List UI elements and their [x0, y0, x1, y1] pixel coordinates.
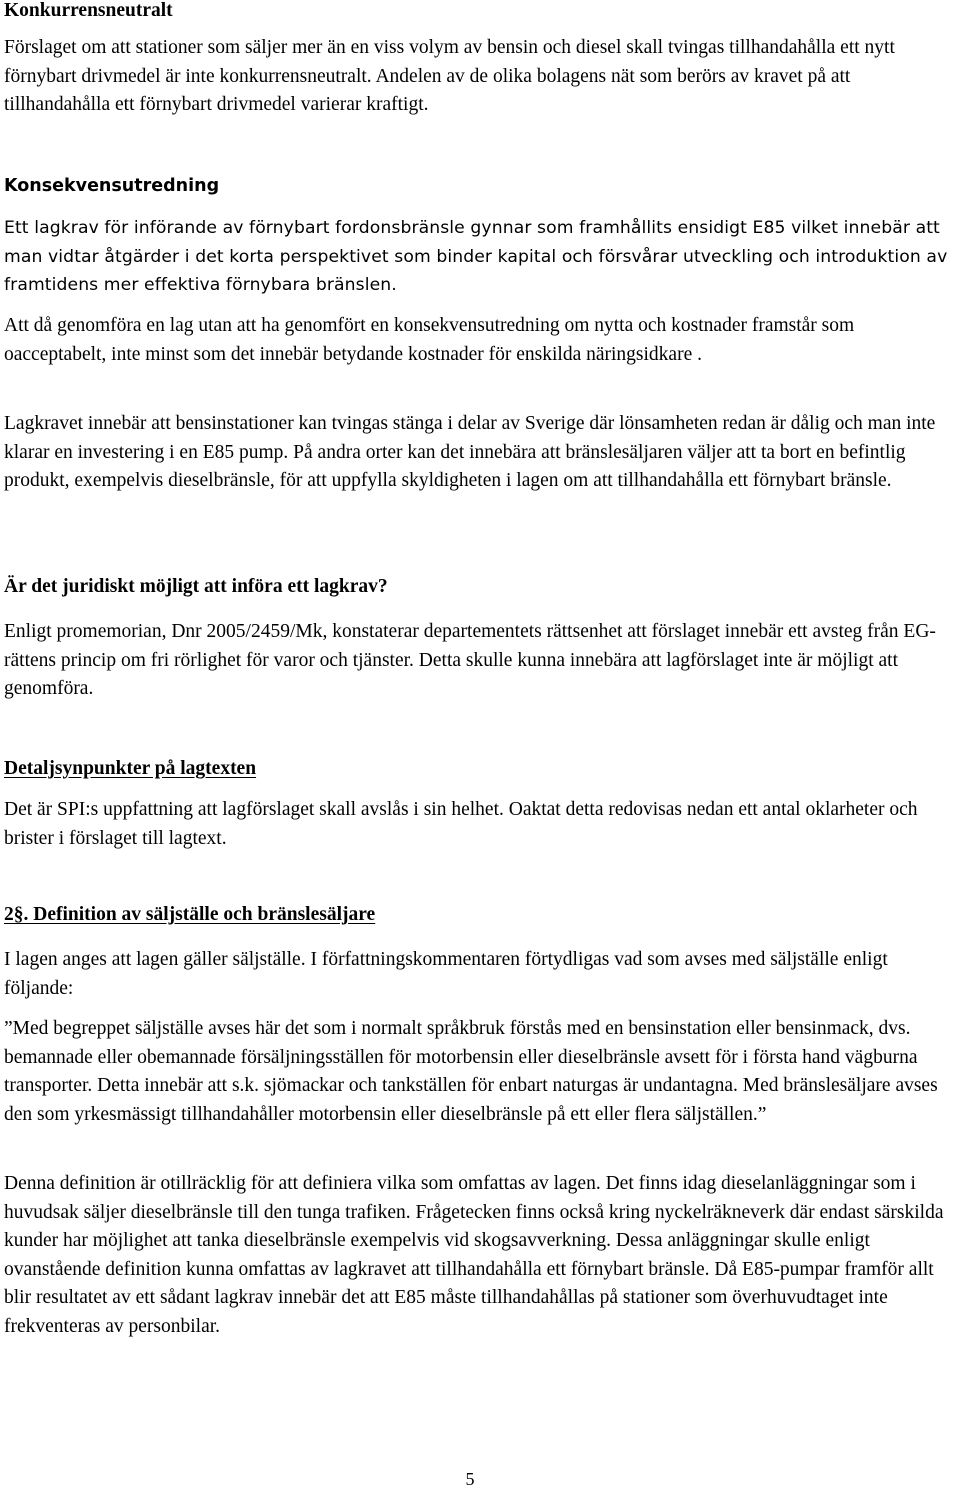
paragraph-definition-intro: I lagen anges att lagen gäller säljställe. I författningskommentaren förtydligas vad som avses med säljställe enligt följande:: [4, 949, 888, 999]
heading-juridiskt: Är det juridiskt möjligt att införa ett lagkrav?: [4, 576, 388, 597]
heading-konkurrensneutralt: Konkurrensneutralt: [4, 0, 173, 21]
heading-definition: 2§. Definition av säljställe och bränslesäljare: [4, 904, 376, 925]
paragraph-konsekvens-2: Att då genomföra en lag utan att ha genomfört en konsekvensutredning om nytta och kostnader framstår som oacceptabelt, inte minst som det innebär betydande kostnader för enskilda näringsidkare .: [4, 315, 855, 365]
heading-detaljsynpunkter: Detaljsynpunkter på lagtexten: [4, 758, 257, 779]
paragraph-detaljsynpunkter: Det är SPI:s uppfattning att lagförslaget skall avslås i sin helhet. Oaktat detta redovisas nedan ett antal oklarheter och brister i förslaget till lagtext.: [4, 799, 918, 849]
paragraph-konsekvens-3: Lagkravet innebär att bensinstationer kan tvingas stänga i delar av Sverige där lönsamheten redan är dålig och man inte klarar en investering i en E85 pump. På andra orter kan det innebära att bränslesäljaren väljer att ta bort en befintlig produkt, exempelvis dieselbränsle, för att uppfylla skyldigheten i lagen om att tillhandahålla ett förnybart bränsle.: [4, 413, 936, 492]
heading-konsekvensutredning: Konsekvensutredning: [4, 176, 220, 196]
paragraph-definition-analysis: Denna definition är otillräcklig för att definiera vilka som omfattas av lagen. Det finns idag dieselanläggningar som i huvudsak säljer dieselbränsle till den tunga trafiken. Frågetecken finns också kring nyckelräkneverk där endast särskilda kunder har möjlighet att tanka dieselbränsle exempelvis vid skogsavverkning. Dessa anläggningar skulle enligt ovanstående definition kunna omfattas av lagkravet att tillhandahålla ett förnybart bränsle. Då E85-pumpar framför allt blir resultatet av ett sådant lagkrav innebär det att E85 måste tillhandahållas på stationer som överhuvudtaget inte frekventeras av personbilar.: [4, 1173, 944, 1337]
page-number: 5: [465, 1469, 475, 1489]
paragraph-konkurrensneutralt: Förslaget om att stationer som säljer mer än en viss volym av bensin och diesel skall tvingas tillhandahålla ett nytt förnybart drivmedel är inte konkurrensneutralt. Andelen av de olika bolagens nät som berörs av kravet på att tillhandahålla ett förnybart drivmedel varierar kraftigt.: [4, 37, 895, 116]
paragraph-konsekvens-1: Ett lagkrav för införande av förnybart fordonsbränsle gynnar som framhållits ensidigt E85 vilket innebär att man vidtar åtgärder i det korta perspektivet som binder kapital och försvårar utveckling och introduktion av framtidens mer effektiva förnybara bränslen.: [4, 218, 948, 296]
paragraph-juridiskt: Enligt promemorian, Dnr 2005/2459/Mk, konstaterar departementets rättsenhet att förslaget innebär ett avsteg från EG-rättens princip om fri rörlighet för varor och tjänster. Detta skulle kunna innebära att lagförslaget inte är möjligt att genomföra.: [4, 621, 936, 700]
paragraph-definition-quote: ”Med begreppet säljställe avses här det som i normalt språkbruk förstås med en bensinstation eller bensinmack, dvs. bemannade eller obemannade försäljningsställen för motorbensin eller dieselbränsle avsett för i första hand vägburna transporter. Detta innebär att s.k. sjömackar och tankställen för enbart naturgas är undantagna. Med bränslesäljare avses den som yrkesmässigt tillhandahåller motorbensin eller dieselbränsle på ett eller flera säljställen.”: [4, 1018, 938, 1125]
